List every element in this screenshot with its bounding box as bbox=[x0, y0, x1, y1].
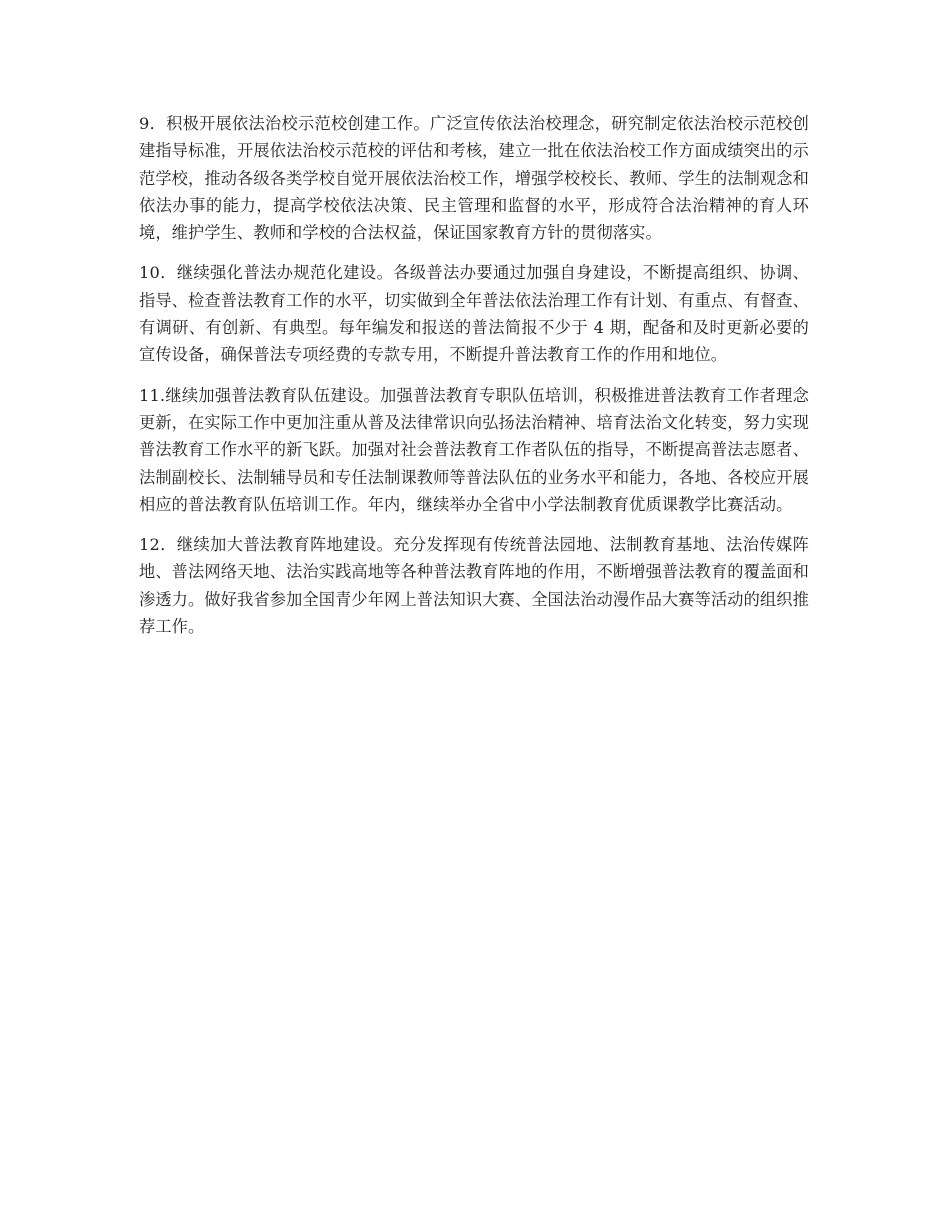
paragraph-item-9: 9．积极开展依法治校示范校创建工作。广泛宣传依法治校理念，研究制定依法治校示范校创建指导标准，开展依法治校示范校的评估和考核，建立一批在依法治校工作方面成绩突出的示范学校，推动各级各类学校自觉开展依法治校工作，增强学校校长、教师、学生的法制观念和依法办事的能力，提高学校依法决策、民主管理和监督的水平，形成符合法治精神的育人环境，维护学生、教师和学校的合法权益，保证国家教育方针的贯彻落实。 bbox=[139, 114, 809, 243]
paragraph-item-11: 11.继续加强普法教育队伍建设。加强普法教育专职队伍培训，积极推进普法教育工作者理念更新，在实际工作中更加注重从普及法律常识向弘扬法治精神、培育法治文化转变，努力实现普法教育工作水平的新飞跃。加强对社会普法教育工作者队伍的指导，不断提高普法志愿者、法制副校长、法制辅导员和专任法制课教师等普法队伍的业务水平和能力，各地、各校应开展相应的普法教育队伍培训工作。年内，继续举办全省中小学法制教育优质课教学比赛活动。 bbox=[139, 385, 809, 514]
paragraph-item-12: 12．继续加大普法教育阵地建设。充分发挥现有传统普法园地、法制教育基地、法治传媒阵地、普法网络天地、法治实践高地等各种普法教育阵地的作用，不断增强普法教育的覆盖面和渗透力。做好我省参加全国青少年网上普法知识大赛、全国法治动漫作品大赛等活动的组织推荐工作。 bbox=[139, 535, 809, 637]
document-body bbox=[139, 110, 809, 653]
paragraph-item-10: 10．继续强化普法办规范化建设。各级普法办要通过加强自身建设，不断提高组织、协调、指导、检查普法教育工作的水平，切实做到全年普法依法治理工作有计划、有重点、有督查、有调研、有创新、有典型。每年编发和报送的普法简报不少于 4 期，配备和及时更新必要的宣传设备，确保普法专项经费的专款专用，不断提升普法教育工作的作用和地位。 bbox=[139, 263, 809, 365]
